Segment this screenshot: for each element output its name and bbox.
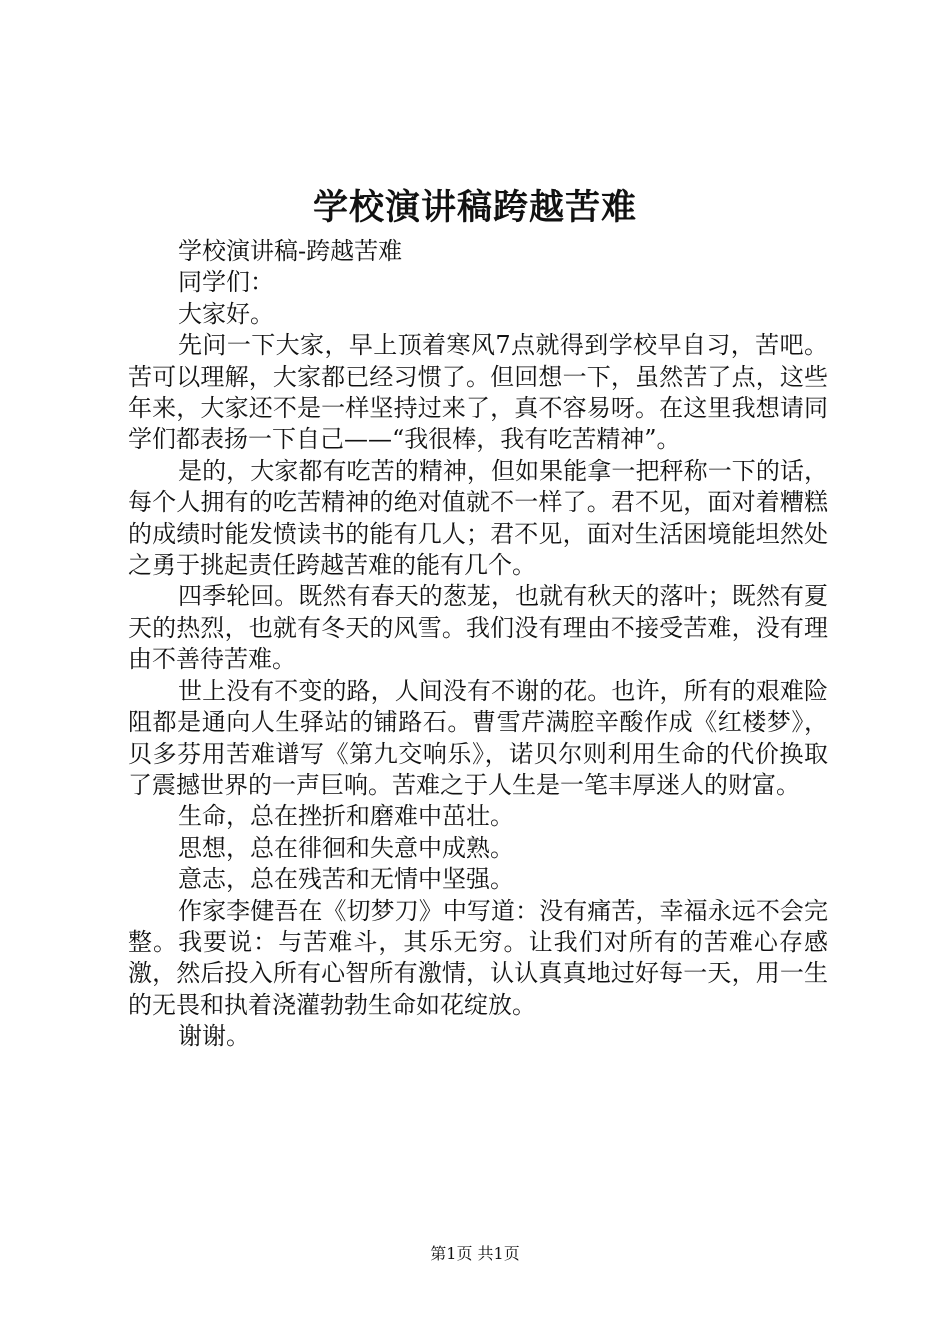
paragraph: 是的，大家都有吃苦的精神，但如果能拿一把秤称一下的话，每个人拥有的吃苦精神的绝对值就不一样了。君不见，面对着糟糕的成绩时能发愤读书的能有几人；君不见，面对生活困境能坦然处之勇于挑起责任跨越苦难的能有几个。 xyxy=(128,456,828,580)
document-title: 学校演讲稿跨越苦难 xyxy=(312,187,637,228)
paragraph-greeting: 大家好。 xyxy=(178,299,274,328)
page-footer: 第1页 共1页 xyxy=(430,1244,520,1263)
paragraph-salutation: 同学们： xyxy=(178,268,274,297)
document-body xyxy=(128,236,828,1053)
paragraph: 意志，总在残苦和无情中坚强。 xyxy=(178,865,514,894)
paragraph: 四季轮回。既然有春天的葱茏，也就有秋天的落叶；既然有夏天的热烈，也就有冬天的风雪。我们没有理由不接受苦难，没有理由不善待苦难。 xyxy=(128,582,828,674)
paragraph-subtitle: 学校演讲稿-跨越苦难 xyxy=(178,237,403,265)
paragraph: 世上没有不变的路，人间没有不谢的花。也许，所有的艰难险阻都是通向人生驿站的铺路石。曹雪芹满腔辛酸作成《红楼梦》，贝多芬用苦难谱写《第九交响乐》，诺贝尔则利用生命的代价换取了震撼世界的一声巨响。苦难之于人生是一笔丰厚迷人的财富。 xyxy=(128,676,828,799)
paragraph: 思想，总在徘徊和失意中成熟。 xyxy=(178,833,514,862)
paragraph: 先问一下大家，早上顶着寒风7点就得到学校早自习，苦吧。苦可以理解，大家都已经习惯了。但回想一下，虽然苦了点，这些年来，大家还不是一样坚持过来了，真不容易呀。在这里我想请同学们都表扬一下自己——“我很棒，我有吃苦精神”。 xyxy=(128,331,828,454)
paragraph: 作家李健吾在《切梦刀》中写道：没有痛苦，幸福永远不会完整。我要说：与苦难斗，其乐无穷。让我们对所有的苦难心存感激，然后投入所有心智所有激情，认认真真地过好每一天，用一生的无畏和执着浇灌勃勃生命如花绽放。 xyxy=(128,896,828,1019)
paragraph: 生命，总在挫折和磨难中茁壮。 xyxy=(178,802,514,831)
paragraph-closing: 谢谢。 xyxy=(178,1022,250,1051)
